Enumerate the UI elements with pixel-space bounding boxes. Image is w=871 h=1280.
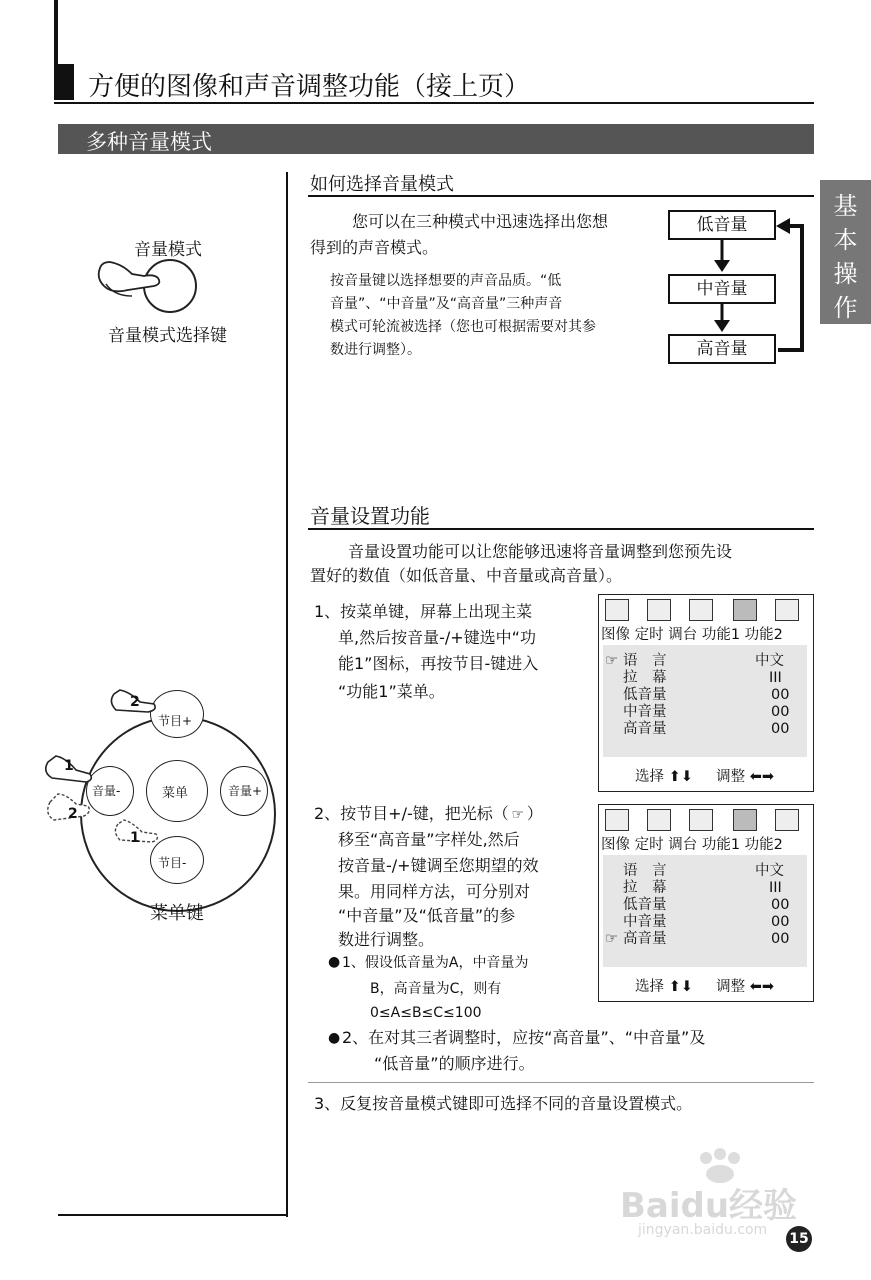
arrow-down-icon [714,320,730,332]
osd-footer [635,765,774,786]
desc-text: 音量”、“中音量”及“高音量”三种声音 [330,296,563,312]
note1-text: 1、假设低音量为A，中音量为 [342,955,529,971]
arrow-left-icon [776,218,790,234]
header-vertical-bar [54,0,58,64]
note2-text: 2、在对其三者调整时，应按“高音量”、“中音量”及 [342,1028,706,1047]
function2-icon [775,599,799,621]
up-down-arrow-icon: ⬆⬇ [668,769,693,785]
osd-menu-1 [598,594,814,792]
finger-label: 1 [64,758,74,774]
flow-arrows [660,200,810,370]
step2-text [314,802,543,827]
finger-pointers [42,686,282,926]
column-divider [286,172,288,1217]
osd-footer-adjust: 调整 [716,979,746,995]
title-marker-block [54,64,74,100]
osd-footer-select: 选择 [635,769,664,785]
osd-row-label: 语 言 [623,863,667,879]
flow-box-high: 高音量 [668,334,776,364]
bottom-rule [58,1214,288,1216]
step2-text-close: ） [526,804,543,823]
osd-row-value: III [769,880,782,896]
osd-footer-adjust: 调整 [716,769,746,785]
timer-icon [647,809,671,831]
intro-text: 您可以在三种模式中迅速选择出您想 [352,212,609,231]
step1-text: 1、按菜单键，屏幕上出现主菜 [314,602,533,621]
side-tab [820,180,871,324]
osd-row-label: 低音量 [623,897,667,913]
osd-row-value: 00 [771,914,790,930]
side-tab-char: 作 [833,294,858,322]
channel-up-label: 节目+ [158,714,193,728]
divider-line [308,1082,814,1083]
osd-row-label: 中音量 [623,914,667,930]
osd-row-value: 00 [771,931,790,947]
osd-row-label: 高音量 [623,931,667,947]
watermark [620,1148,820,1240]
function1-icon [733,809,757,831]
subsection-rule [308,195,814,197]
osd-row-value: 00 [771,897,790,913]
subsection-rule [308,528,814,530]
picture-icon [605,599,629,621]
osd-row-value: 中文 [755,653,784,669]
volume-intro: 置好的数值（如低音量、中音量或高音量）。 [310,566,623,585]
volume-intro: 音量设置功能可以让您能够迅速将音量调整到您预先设 [348,542,733,561]
osd-icon-row [599,595,813,625]
osd-row-label: 中音量 [623,704,667,720]
osd-row-label: 拉 幕 [623,880,667,896]
left-right-arrow-icon: ⬅➡ [749,979,775,995]
timer-icon [647,599,671,621]
remote-illustration [42,686,282,926]
bullet-icon: ● [328,1030,341,1046]
desc-text: 按音量键以选择想要的声音品质。“低 [330,273,562,289]
osd-row-label: 高音量 [623,721,667,737]
side-tab-char: 本 [833,226,858,254]
finger-label: 2 [130,694,140,710]
note1-text: 0≤A≤B≤C≤100 [370,1005,482,1021]
intro-text: 得到的声音模式。 [310,238,439,257]
function2-icon [775,809,799,831]
page-number: 15 [786,1226,812,1252]
osd-row-value: III [769,670,782,686]
sound-mode-label: 音量模式 [134,240,202,260]
tuning-icon [689,599,713,621]
flow-box-low: 低音量 [668,210,776,240]
picture-icon [605,809,629,831]
watermark-brand: Baidu经验 [620,1186,798,1226]
tuning-icon [689,809,713,831]
osd-tabs: 图像 定时 调台 功能1 功能2 [601,837,783,853]
note1-text: B，高音量为C，则有 [370,981,502,997]
osd-icon-row [599,805,813,835]
up-down-arrow-icon: ⬆⬇ [668,979,693,995]
osd-footer-select: 选择 [635,979,664,995]
step2-text: “中音量”及“低音量”的参 [338,906,516,925]
osd-tabs: 图像 定时 调台 功能1 功能2 [601,627,783,643]
osd-row-value: 00 [771,687,790,703]
sound-mode-key-caption: 音量模式选择键 [108,326,227,346]
step2-text: 移至“高音量”字样处,然后 [338,830,520,849]
osd-row-value: 00 [771,721,790,737]
step2-text: 果。用同样方法，可分别对 [338,882,531,901]
hand-cursor-icon: ☞ [605,653,618,669]
osd-row-value: 中文 [755,863,784,879]
finger-label: 2 [68,806,78,822]
watermark-url: jingyan.baidu.com [638,1222,768,1238]
arrow-down-icon [714,260,730,272]
step3-text: 3、反复按音量模式键即可选择不同的音量设置模式。 [314,1094,693,1113]
section-title: 多种音量模式 [86,130,212,154]
osd-footer [635,975,774,996]
page-title: 方便的图像和声音调整功能（接上页） [88,72,531,102]
osd-row-label: 拉 幕 [623,670,667,686]
subsection-heading-volume: 音量设置功能 [310,504,430,528]
menu-center-label: 菜单 [162,786,189,801]
desc-text: 模式可轮流被选择（您也可根据需要对其参 [330,319,596,335]
step2-text: 数进行调整。 [338,930,435,949]
step1-text: “功能1”菜单。 [338,682,445,701]
desc-text: 数进行调整）。 [330,342,421,358]
bullet-icon: ● [328,954,341,970]
subsection-heading-select: 如何选择音量模式 [310,174,454,195]
flow-box-mid: 中音量 [668,274,776,304]
osd-menu-2 [598,804,814,1002]
osd-row-label: 语 言 [623,653,667,669]
volume-up-label: 音量+ [228,784,263,798]
finger-label: 1 [130,830,140,846]
side-tab-char: 操 [833,260,858,288]
hand-cursor-icon: ☞ [605,931,618,947]
volume-down-label: 音量- [92,784,121,798]
left-right-arrow-icon: ⬅➡ [749,769,775,785]
step2-text-start: 2、按节目+/-键，把光标（ [314,804,509,823]
step1-text: 能1”图标，再按节目-键进入 [338,654,539,673]
osd-row-value: 00 [771,704,790,720]
side-tab-char: 基 [833,192,858,220]
sound-mode-button-illustration [92,254,212,318]
step1-text: 单,然后按音量-/+键选中“功 [338,628,536,647]
menu-key-caption: 菜单键 [150,903,204,924]
note2-text: “低音量”的顺序进行。 [374,1054,535,1073]
channel-down-label: 节目- [158,856,187,870]
title-underline [54,102,814,104]
function1-icon [733,599,757,621]
hand-cursor-icon: ☞ [511,807,525,823]
osd-row-label: 低音量 [623,687,667,703]
step2-text: 按音量-/+键调至您期望的效 [338,856,539,875]
